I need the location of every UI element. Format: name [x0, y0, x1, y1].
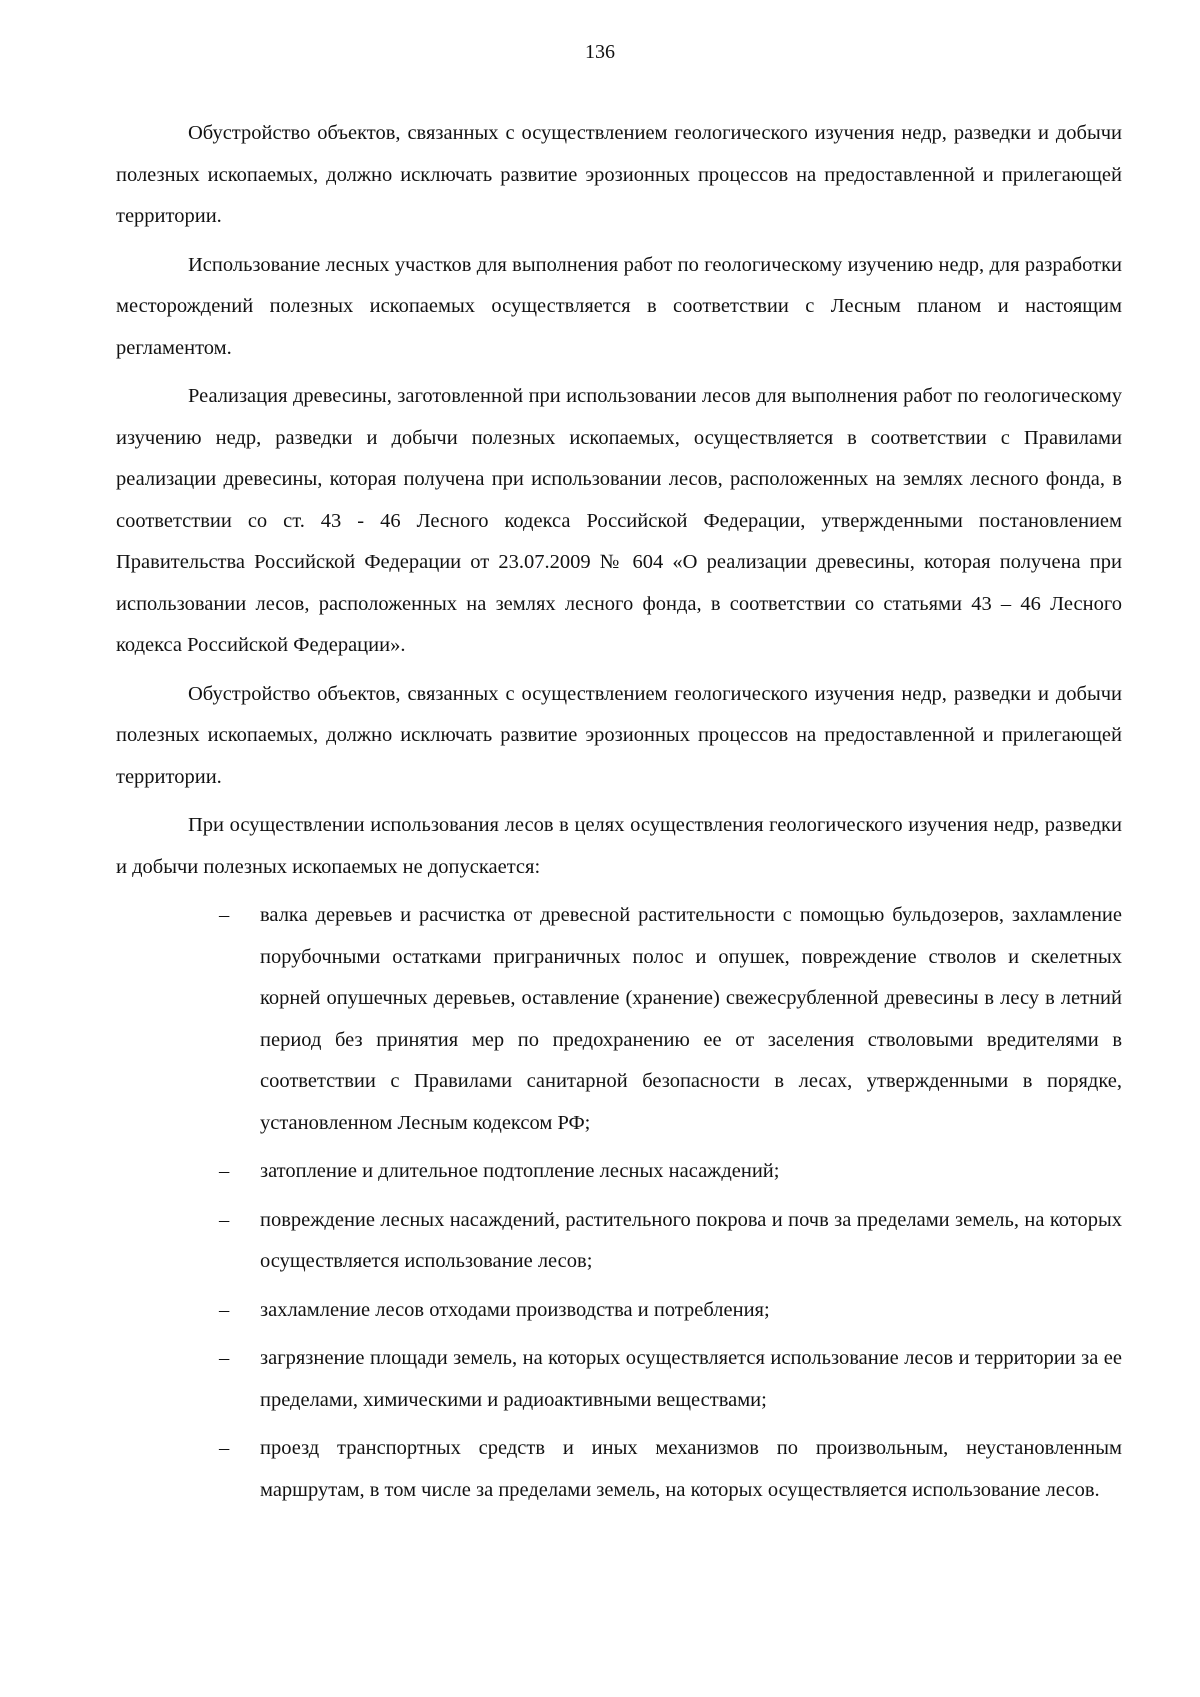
list-bullet: – [219, 1208, 230, 1231]
paragraph: Обустройство объектов, связанных с осуществлением геологического изучения недр, разведки и добычи полезных ископаемых, должно исключать развитие эрозионных процессов на предоставленной и прилегающей территории. [116, 122, 1122, 227]
paragraph: Обустройство объектов, связанных с осуществлением геологического изучения недр, разведки и добычи полезных ископаемых, должно исключать развитие эрозионных процессов на предоставленной и прилегающей территории. [116, 682, 1122, 788]
list-item-text: затопление и длительное подтопление лесных насаждений; [260, 1160, 780, 1182]
list-bullet: – [219, 904, 230, 926]
list-bullet: – [219, 1298, 230, 1321]
list-item [116, 1151, 1122, 1193]
list-item-text: захламление лесов отходами производства и потребления; [260, 1298, 770, 1321]
page-number: 136 [585, 41, 615, 63]
prohibitions-list [116, 895, 1122, 1511]
list-item [116, 1338, 1122, 1421]
list-item-text: проезд транспортных средств и иных механизмов по произвольным, неустановленным маршрутам, в том числе за пределами земель, на которых осуществляется использование лесов. [260, 1437, 1122, 1501]
list-item [116, 1428, 1122, 1511]
list-bullet: – [219, 1347, 230, 1369]
list-item [116, 1200, 1122, 1283]
list-item-text: загрязнение площади земель, на которых осуществляется использование лесов и территории за ее пределами, химическими и радиоактивными веществами; [260, 1347, 1122, 1411]
list-bullet: – [219, 1160, 230, 1182]
list-item [116, 895, 1122, 1144]
paragraph: Использование лесных участков для выполнения работ по геологическому изучению недр, для разработки месторождений полезных ископаемых осуществляется в соответствии с Лесным планом и настоящим регламентом. [116, 253, 1122, 359]
paragraph: Реализация древесины, заготовленной при использовании лесов для выполнения работ по геологическому изучению недр, разведки и добычи полезных ископаемых, осуществляется в соответствии с Правилами реализации древесины, которая получена при использовании лесов, расположенных на землях лесного фонда, в соответствии со ст. 43 - 46 Лесного кодекса Российской Федерации, утвержденными постановлением Правительства Российской Федерации от 23.07.2009 № 604 «О реализации древесины, которая получена при использовании лесов, расположенных на землях лесного фонда, в соответствии со статьями 43 – 46 Лесного кодекса Российской Федерации». [116, 385, 1122, 656]
list-item-text: повреждение лесных насаждений, растительного покрова и почв за пределами земель, на которых осуществляется использование лесов; [260, 1208, 1122, 1272]
list-bullet: – [219, 1437, 230, 1459]
list-item-text: валка деревьев и расчистка от древесной растительности с помощью бульдозеров, захламление порубочными остатками приграничных полос и опушек, повреждение стволов и скелетных корней опушечных деревьев, оставление (хранение) свежесрубленной древесины в лесу в летний период без принятия мер по предохранению ее от заселения стволовыми вредителями в соответствии с Правилами санитарной безопасности в лесах, утвержденными в порядке, установленном Лесным кодексом РФ; [260, 904, 1122, 1134]
document-body [116, 113, 1122, 1518]
paragraph: При осуществлении использования лесов в целях осуществления геологического изучения недр, разведки и добычи полезных ископаемых не допускается: [116, 814, 1122, 878]
list-item [116, 1290, 1122, 1332]
